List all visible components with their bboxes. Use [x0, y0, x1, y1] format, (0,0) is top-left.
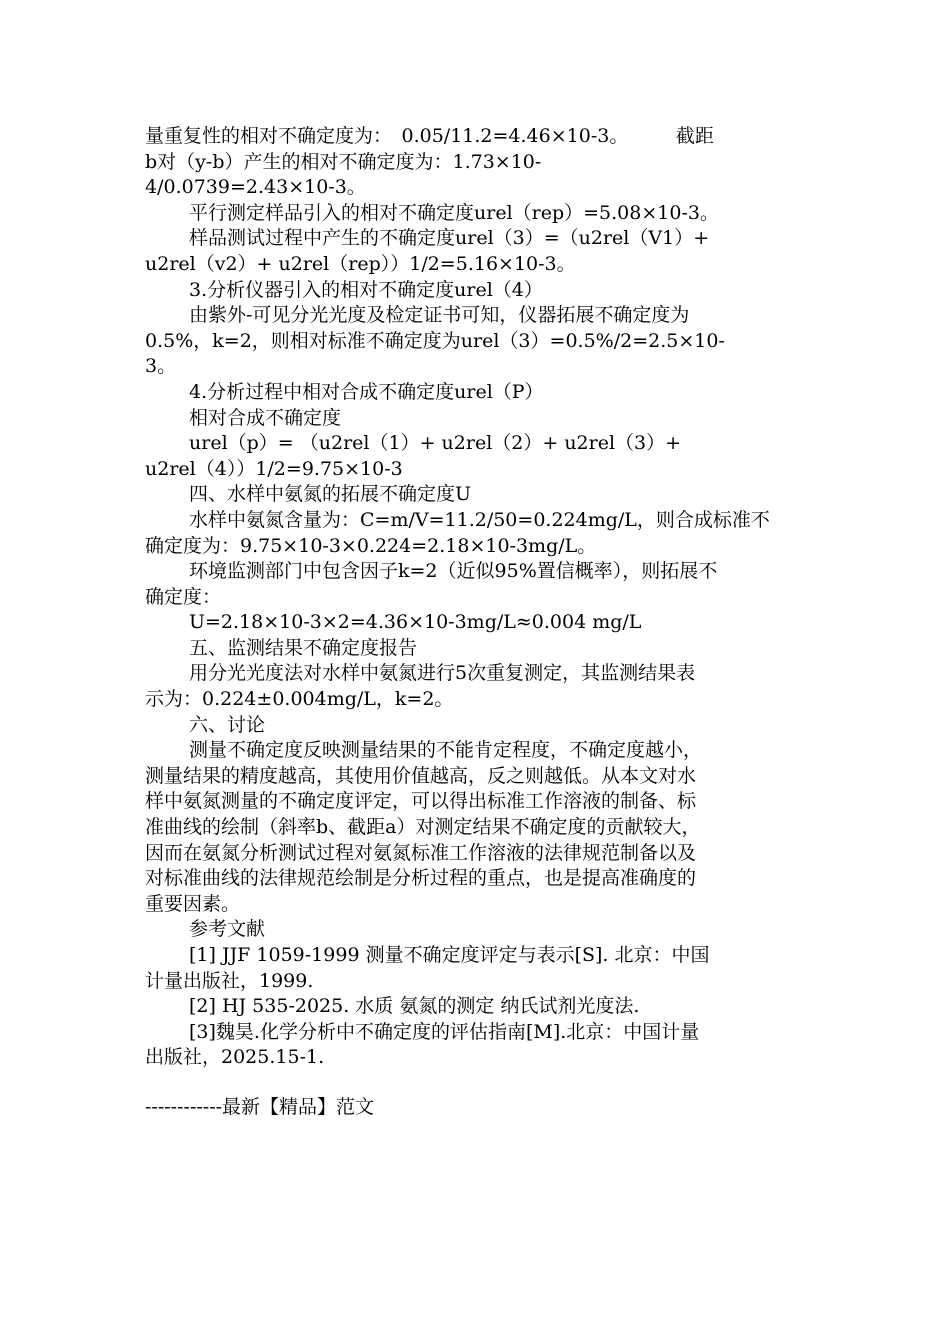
text-line: 量重复性的相对不确定度为： 0.05/11.2=4.46×10-3。 截距 — [145, 125, 714, 147]
text-line: 用分光光度法对水样中氨氮进行5次重复测定，其监测结果表 — [189, 662, 696, 685]
text-line: 相对合成不确定度 — [189, 406, 342, 429]
text-line: [1] JJF 1059-1999 测量不确定度评定与表示[S]. 北京：中国 — [189, 944, 710, 966]
text-line: 0.5%，k=2，则相对标准不确定度为urel（3）=0.5%/2=2.5×10- — [145, 329, 725, 352]
text-line: 确定度为：9.75×10-3×0.224=2.18×10-3mg/L。 — [145, 534, 597, 557]
text-line: 对标准曲线的法律规范绘制是分析过程的重点，也是提高准确度的 — [145, 867, 697, 890]
text-line: 平行测定样品引入的相对不确定度urel（rep）=5.08×10-3。 — [189, 201, 719, 224]
text-line: 测量不确定度反映测量结果的不能肯定程度，不确定度越小， — [189, 739, 703, 762]
text-line: 4/0.0739=2.43×10-3。 — [145, 176, 366, 199]
text-line: [2] HJ 535-2025. 水质 氨氮的测定 纳氏试剂光度法. — [189, 995, 640, 1018]
text-line: 参考文献 — [189, 918, 266, 941]
text-line: [3]魏昊.化学分析中不确定度的评估指南[M].北京：中国计量 — [189, 1020, 700, 1043]
text-line: 测量结果的精度越高，其使用价值越高，反之则越低。从本文对水 — [145, 764, 697, 787]
text-line: 准曲线的绘制（斜率b、截距a）对测定结果不确定度的贡献较大， — [145, 816, 701, 839]
text-line: 四、水样中氨氮的拓展不确定度U — [189, 483, 472, 506]
text-line: 重要因素。 — [145, 892, 241, 915]
footer-text: ------------最新【精品】范文 — [145, 1096, 375, 1118]
text-line: U=2.18×10-3×2=4.36×10-3mg/L≈0.004 mg/L — [189, 611, 642, 634]
text-line: 样中氨氮测量的不确定度评定，可以得出标准工作溶液的制备、标 — [145, 790, 697, 813]
text-line: 样品测试过程中产生的不确定度urel（3）=（u2rel（V1）+ — [189, 227, 710, 250]
document-body — [145, 124, 807, 1071]
text-line: 六、讨论 — [189, 713, 266, 736]
text-line: b对（y-b）产生的相对不确定度为：1.73×10- — [145, 150, 542, 173]
text-line: urel（p）= （u2rel（1）+ u2rel（2）+ u2rel（3）+ — [189, 432, 682, 455]
text-line: u2rel（v2）+ u2rel（rep））1/2=5.16×10-3。 — [145, 252, 576, 275]
text-line: 水样中氨氮含量为：C=m/V=11.2/50=0.224mg/L，则合成标准不 — [189, 508, 770, 531]
text-line: 3.分析仪器引入的相对不确定度urel（4） — [189, 278, 543, 301]
text-line: 4.分析过程中相对合成不确定度urel（P） — [189, 380, 544, 403]
text-line: 五、监测结果不确定度报告 — [189, 636, 418, 659]
text-line: 确定度： — [145, 585, 222, 608]
text-line: u2rel（4））1/2=9.75×10-3 — [145, 457, 403, 480]
text-line: 因而在氨氮分析测试过程对氨氮标准工作溶液的法律规范制备以及 — [145, 841, 697, 864]
text-line: 由紫外-可见分光光度及检定证书可知，仪器拓展不确定度为 — [189, 304, 690, 327]
text-line: 示为：0.224±0.004mg/L，k=2。 — [145, 688, 454, 711]
text-line: 计量出版社，1999. — [145, 969, 314, 992]
text-line: 3。 — [145, 355, 177, 378]
text-line: 出版社，2025.15-1. — [145, 1046, 325, 1069]
text-line: 环境监测部门中包含因子k=2（近似95%置信概率），则拓展不 — [189, 560, 718, 583]
